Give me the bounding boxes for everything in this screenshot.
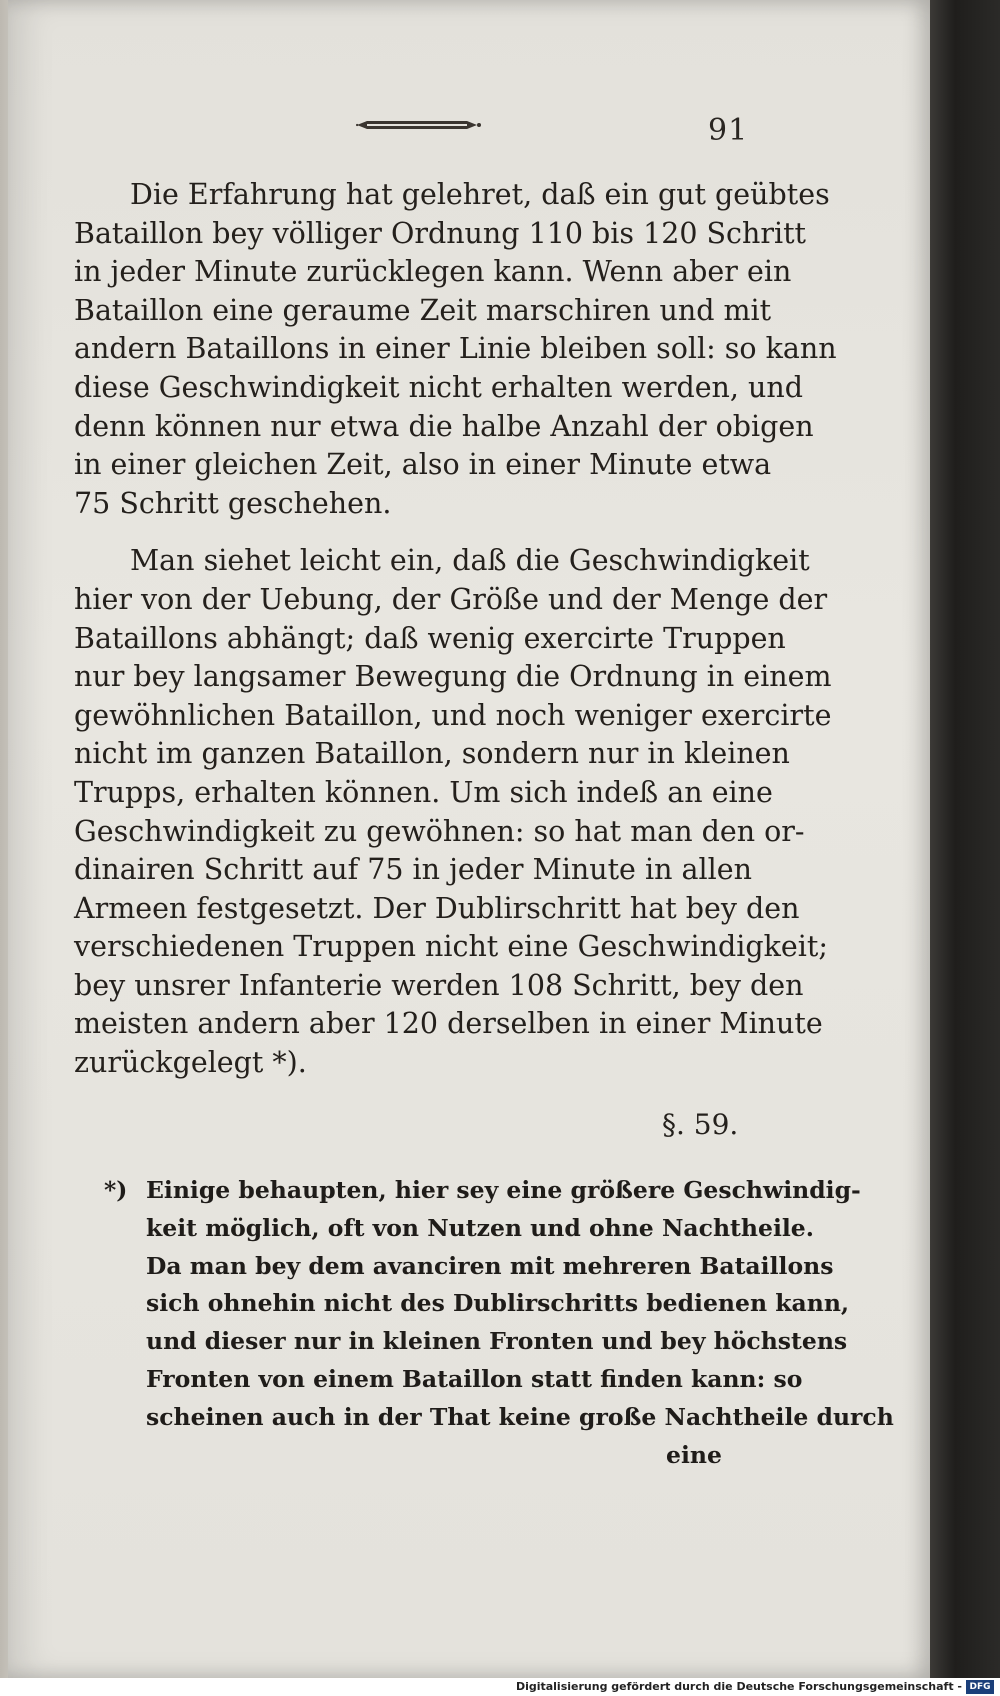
text-line: nur bey langsamer Bewegung die Ordnung in einem (74, 660, 832, 694)
footnote-line: Fronten von einem Bataillon statt finden kann: so (146, 1364, 803, 1393)
text-line: denn können nur etwa die halbe Anzahl der obigen (74, 409, 814, 443)
text-line: andern Bataillons in einer Linie bleiben soll: so kann (74, 332, 837, 366)
text-line: zurückgelegt *). (74, 1046, 307, 1080)
text-line: Trupps, erhalten können. Um sich indeß an eine (74, 775, 773, 809)
text-line: Armeen festgesetzt. Der Dublirschritt hat bey den (74, 891, 800, 925)
text-line: in einer gleichen Zeit, also in einer Minute etwa (74, 448, 772, 482)
text-line: dinairen Schritt auf 75 in jeder Minute in allen (74, 853, 752, 887)
text-line: Geschwindigkeit zu gewöhnen: so hat man den or- (74, 814, 805, 848)
paragraph-2 (74, 542, 832, 1082)
text-line: verschiedenen Truppen nicht eine Geschwindigkeit; (74, 930, 828, 964)
paragraph-spacing (74, 523, 754, 542)
footnote-line: Einige behaupten, hier sey eine größere Geschwindig- (146, 1176, 861, 1204)
text-line: Die Erfahrung hat gelehret, daß ein gut geübtes (130, 178, 830, 211)
paragraph-1 (74, 176, 837, 523)
text-line: meisten andern aber 120 derselben in einer Minute (74, 1007, 823, 1041)
footnote-line: scheinen auch in der That keine große Nachtheile durch (146, 1402, 894, 1431)
printer-ornament-rule-icon (353, 112, 483, 138)
footnote-marker: *) (104, 1176, 128, 1204)
text-line: bey unsrer Infanterie werden 108 Schritt, bey den (74, 968, 804, 1002)
footnote-line: keit möglich, oft von Nutzen und ohne Nachtheile. (146, 1213, 814, 1242)
page-number: 91 (708, 113, 749, 148)
footnote-line: und dieser nur in kleinen Fronten und bey höchstens (146, 1327, 848, 1356)
text-line: Bataillon bey völliger Ordnung 110 bis 120 Schritt (74, 216, 807, 250)
footnote-body (146, 1172, 894, 1474)
footnote (104, 1172, 894, 1474)
text-line: 75 Schritt geschehen. (74, 486, 392, 520)
text-line: gewöhnlichen Bataillon, und noch weniger exercirte (74, 698, 832, 732)
text-line: Bataillon eine geraume Zeit marschiren und mit (74, 293, 772, 327)
dfg-logo: DFG (966, 1680, 994, 1694)
book-page (8, 0, 930, 1678)
text-line: Man siehet leicht ein, daß die Geschwindigkeit (130, 544, 810, 578)
book-edge (930, 0, 1000, 1678)
main-text (74, 176, 837, 1083)
text-line: Bataillons abhängt; daß wenig exercirte Truppen (74, 621, 786, 655)
footnote-line: Da man bey dem avanciren mit mehreren Bataillons (146, 1251, 834, 1280)
text-line: diese Geschwindigkeit nicht erhalten werden, und (74, 370, 803, 404)
footnote-line: sich ohnehin nicht des Dublirschritts bedienen kann, (146, 1289, 850, 1318)
text-line: nicht im ganzen Bataillon, sondern nur in kleinen (74, 737, 790, 771)
digitization-credit: Digitalisierung gefördert durch die Deutsche Forschungsgemeinschaft - (515, 1680, 962, 1693)
section-catchword: §. 59. (662, 1108, 739, 1141)
text-line: hier von der Uebung, der Größe und der Menge der (74, 582, 828, 616)
footnote-catchword: eine (666, 1440, 722, 1469)
text-line: in jeder Minute zurücklegen kann. Wenn aber ein (74, 255, 792, 289)
